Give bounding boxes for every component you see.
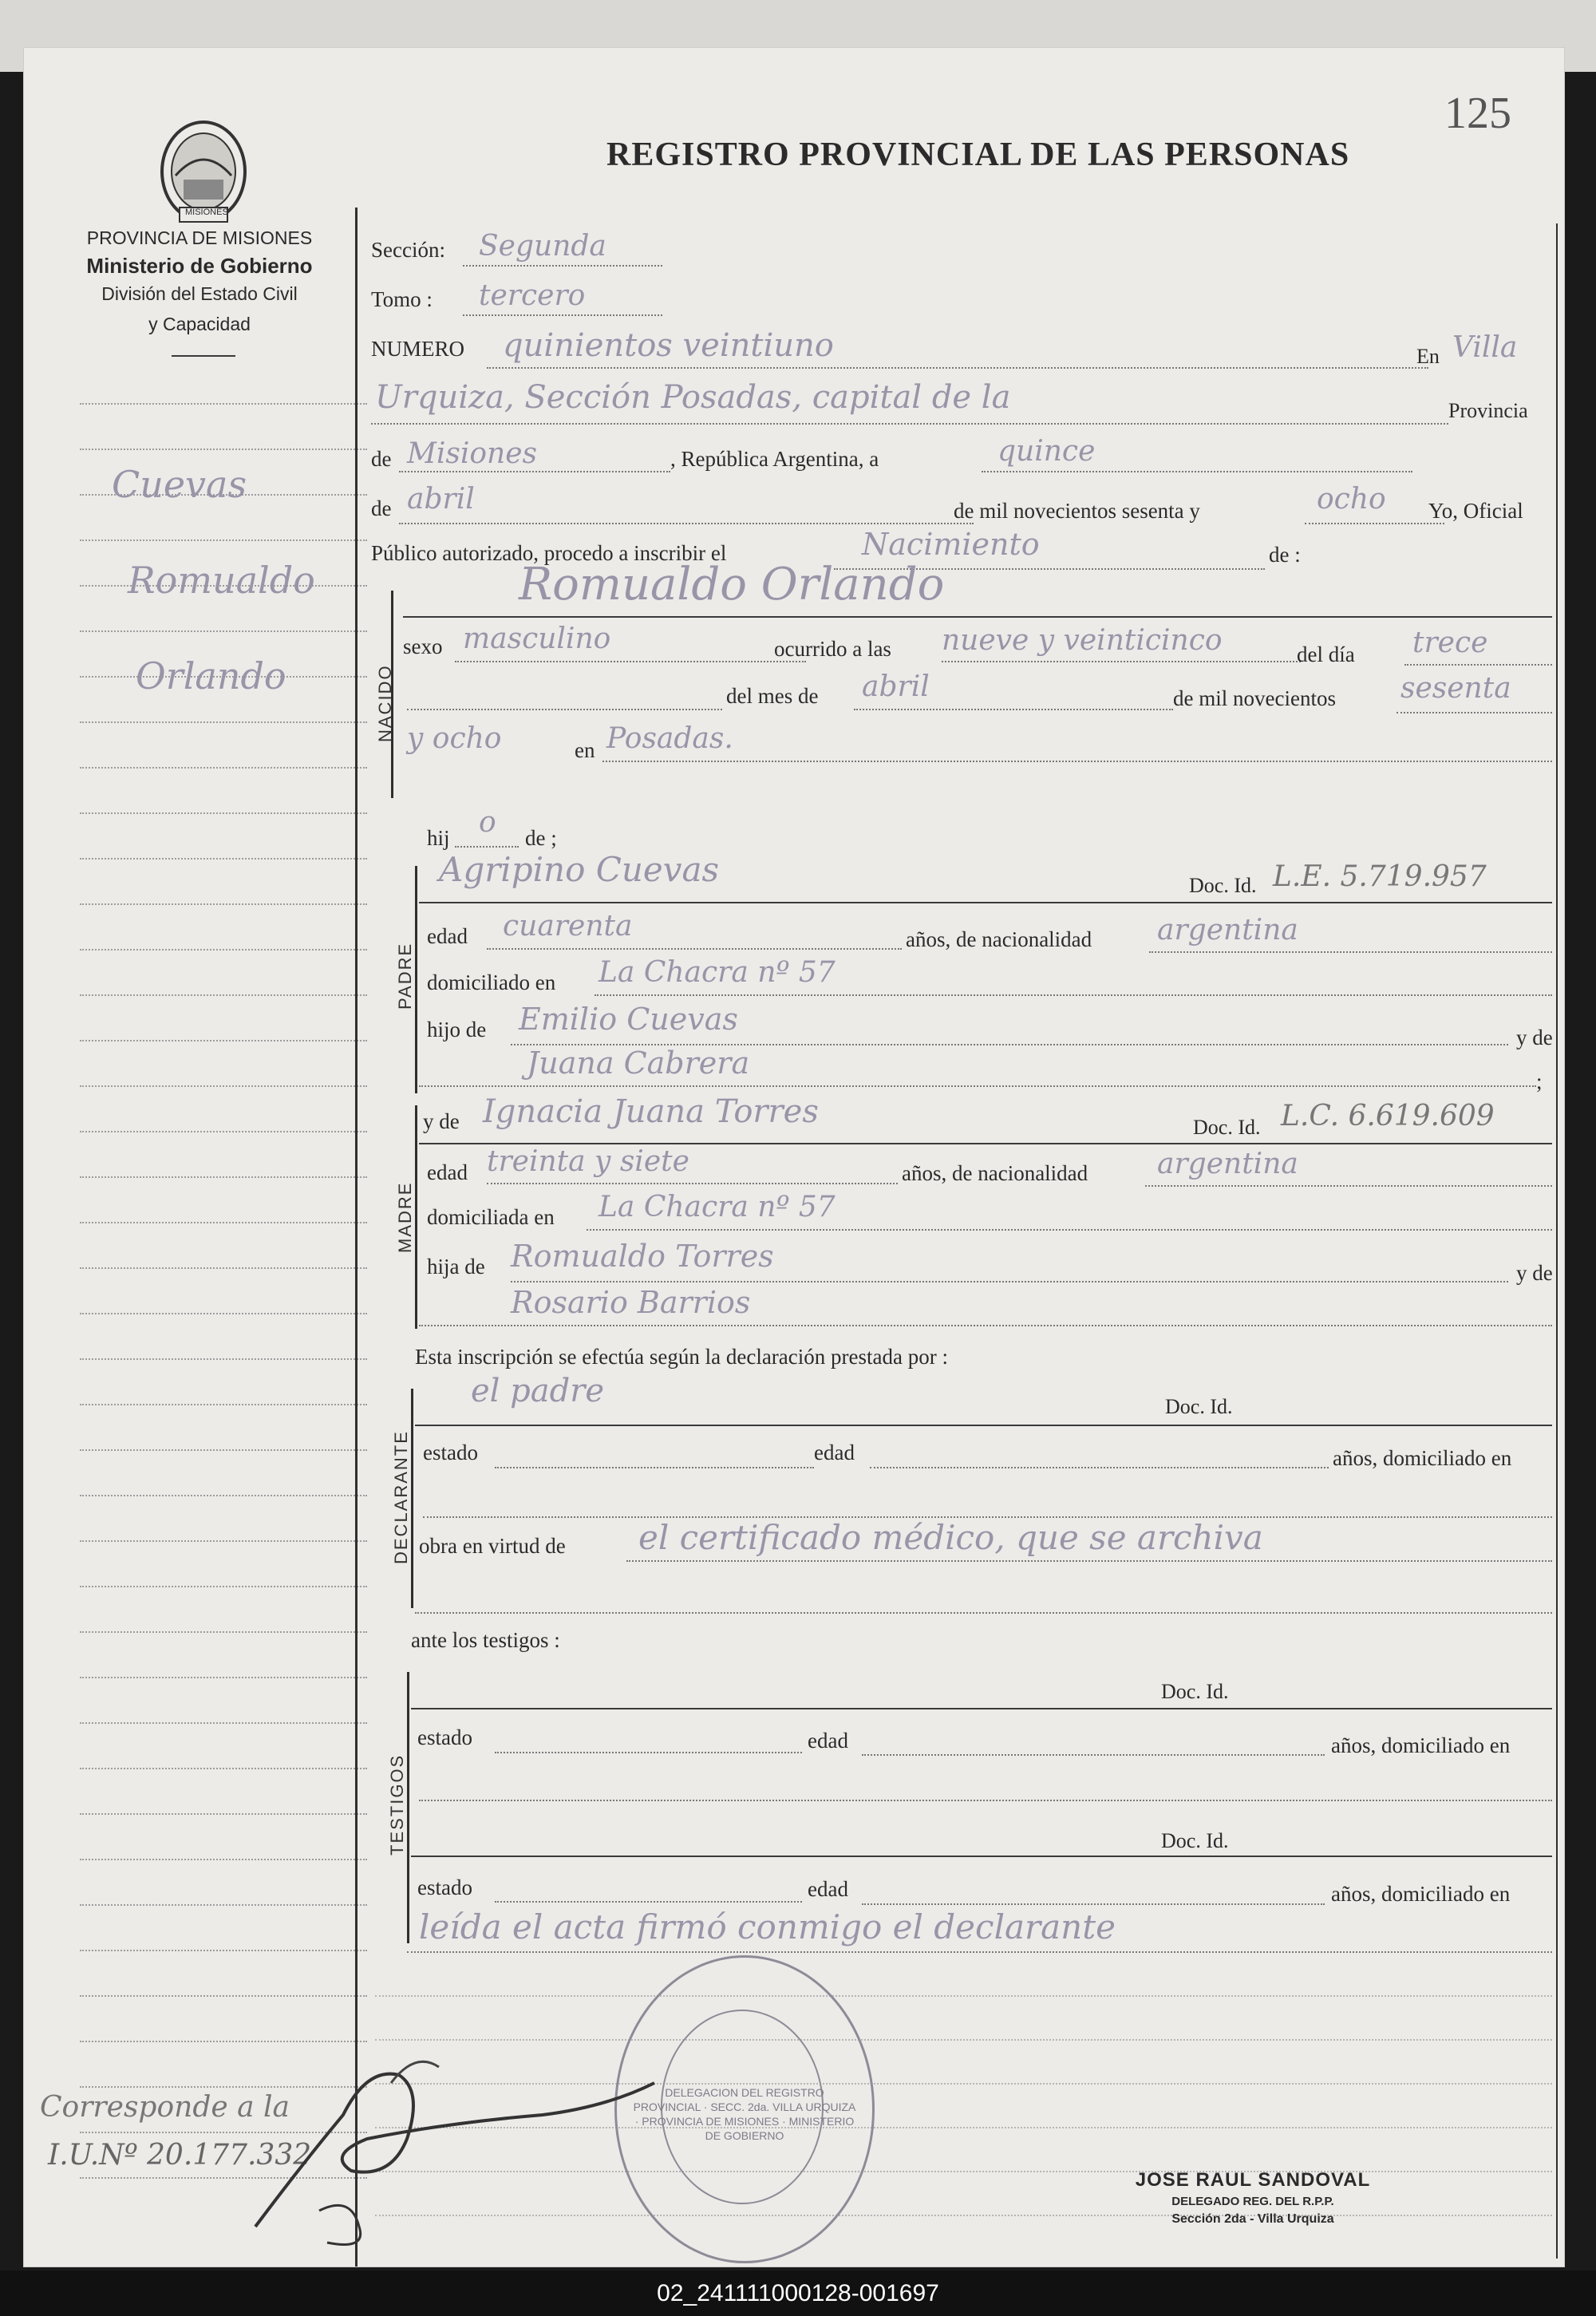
value-seccion: Segunda [479, 230, 606, 263]
line-nombre [403, 616, 1552, 618]
line-lugar [371, 423, 1448, 425]
ledger-line [80, 1768, 367, 1769]
sign-place: Sección 2da - Villa Urquiza [1171, 2212, 1334, 2226]
ledger-line [80, 1222, 367, 1223]
ledger-line [80, 1313, 367, 1314]
label-publico: Público autorizado, procedo a inscribir el [371, 541, 727, 565]
label-obra: obra en virtud de [419, 1534, 566, 1558]
line-madre-dom [587, 1229, 1552, 1231]
line-hora [942, 661, 1301, 662]
value-mes-nac: abril [862, 670, 930, 703]
line-declarante-estado [495, 1467, 814, 1468]
ledger-line [80, 1404, 367, 1405]
value-madre-y-de: Rosario Barrios [511, 1285, 751, 1320]
line-testigo1-dom [419, 1800, 1552, 1801]
label-testigo2-dom: años, domiciliado en [1331, 1882, 1511, 1906]
ledger-line [80, 721, 367, 723]
margin-surname: Cuevas [112, 463, 247, 506]
line-padre-dom [595, 994, 1552, 996]
line-testigo2-edad [862, 1903, 1325, 1905]
document-page [24, 48, 1564, 2267]
ledger-line [80, 1131, 367, 1132]
value-acto: Nacimiento [862, 527, 1040, 562]
line-padre-nac [1149, 951, 1552, 953]
sign-role: DELEGADO REG. DEL R.P.P. [1171, 2195, 1334, 2208]
label-declarante-estado: estado [423, 1441, 478, 1464]
line-dia-nac [1404, 664, 1552, 666]
label-yo-oficial: Yo, Oficial [1428, 499, 1523, 523]
header-capacity: y Capacidad [148, 314, 251, 334]
value-leida: leída el acta firmó conmigo el declarante [419, 1907, 1116, 1946]
value-provincia: Misiones [407, 437, 538, 470]
side-label-declarante: DECLARANTE [391, 1430, 411, 1564]
ledger-line [80, 949, 367, 951]
label-declarante-doc: Doc. Id. [1165, 1395, 1233, 1418]
label-hij: hij [427, 826, 450, 850]
ledger-line [80, 767, 367, 769]
side-label-nacido: NACIDO [375, 664, 395, 742]
value-declarante: el padre [471, 1373, 605, 1409]
label-del-mes: del mes de [726, 684, 819, 708]
label-del-dia: del día [1297, 642, 1355, 666]
ledger-line [80, 812, 367, 814]
ledger-line [80, 449, 367, 450]
registry-stamp-text: DELEGACION DEL REGISTRO PROVINCIAL · SECC. 2da. VILLA URQUIZA · PROVINCIA DE MISIONES · MINISTERIO DE GOBIERNO [633, 2086, 856, 2142]
ledger-line [80, 1540, 367, 1542]
header-divider [172, 355, 235, 357]
caption-text: 02_241111000128-001697 [657, 2280, 939, 2306]
line-dia [982, 471, 1412, 472]
value-padre-dom: La Chacra nº 57 [598, 956, 836, 989]
label-testigo2-edad: edad [808, 1877, 848, 1901]
line-tomo [463, 314, 662, 316]
header-division: División del Estado Civil [101, 283, 298, 304]
ledger-line [80, 1586, 367, 1587]
page-title: REGISTRO PROVINCIAL DE LAS PERSONAS [606, 136, 1350, 173]
label-ante-testigos: ante los testigos : [411, 1628, 560, 1652]
label-ocurrido: ocurrido a las [774, 637, 891, 661]
value-hij-suffix: o [479, 806, 496, 839]
value-lugar: Urquiza, Sección Posadas, capital de la [375, 379, 1011, 416]
label-mil-novecientos: de mil novecientos [1173, 686, 1336, 710]
line-seccion [463, 265, 662, 267]
ledger-line [80, 1040, 367, 1041]
signature-scribble-icon [207, 2019, 750, 2259]
value-nombre: Romualdo Orlando [519, 559, 945, 611]
ledger-line [80, 858, 367, 860]
value-madre-edad: treinta y siete [487, 1145, 689, 1178]
line-lugar-nac [602, 761, 1552, 762]
line-mes-nac [854, 709, 1173, 710]
right-border [1556, 223, 1558, 2259]
ledger-line [80, 1722, 367, 1724]
label-testigo1-doc: Doc. Id. [1161, 1680, 1229, 1703]
label-mil-sesenta: de mil novecientos sesenta y [954, 499, 1200, 523]
label-en2: en [575, 738, 595, 762]
value-madre-hija-de: Romualdo Torres [511, 1239, 774, 1274]
line-anio-nac [1396, 712, 1552, 713]
value-en: Villa [1452, 331, 1518, 364]
page-number: 125 [1444, 89, 1511, 138]
value-hora: nueve y veinticinco [942, 624, 1223, 657]
line-padre-y-de [419, 1085, 1536, 1087]
label-madre-dom: domiciliada en [427, 1205, 555, 1229]
value-anio-nac1: sesenta [1400, 672, 1511, 705]
ledger-line [80, 903, 367, 905]
ledger-line [80, 1176, 367, 1178]
line-testigo1 [411, 1708, 1552, 1709]
value-padre-hijo-de: Emilio Cuevas [519, 1002, 738, 1037]
value-dia-nac: trece [1412, 626, 1488, 659]
value-dia-letras: quince [998, 435, 1096, 468]
line-madre-nac [1145, 1185, 1552, 1187]
line-testigo1-estado [495, 1752, 802, 1753]
line-padre-edad [487, 948, 902, 950]
line-leida [407, 1951, 1552, 1953]
label-madre-nac: años, de nacionalidad [902, 1161, 1088, 1185]
line-provincia [399, 471, 670, 472]
header-ministry: Ministerio de Gobierno [86, 254, 313, 278]
label-testigo1-estado: estado [417, 1725, 472, 1749]
margin-footer-note: Corresponde a la [40, 2091, 290, 2124]
label-esta-inscripcion: Esta inscripción se efectúa según la declaración prestada por : [415, 1345, 948, 1369]
label-tomo: Tomo : [371, 287, 433, 311]
line-mes [399, 523, 974, 524]
line-hij [455, 846, 519, 848]
caption-bar [0, 2271, 1596, 2316]
sign-name: JOSE RAUL SANDOVAL [1135, 2169, 1371, 2191]
ledger-line [80, 1358, 367, 1360]
side-label-testigos: TESTIGOS [387, 1753, 407, 1856]
label-republica: , República Argentina, a [670, 447, 879, 471]
margin-middlename: Orlando [136, 654, 286, 698]
label-de: de [371, 447, 392, 471]
ledger-line [80, 1904, 367, 1906]
label-padre-y-de: y de [1516, 1026, 1553, 1049]
label-semicolon: ; [1536, 1069, 1543, 1093]
label-padre-hijo-de: hijo de [427, 1018, 487, 1041]
line-testigo1-edad [862, 1754, 1325, 1756]
seal-label: MISIONES [185, 207, 228, 217]
ledger-line [80, 1449, 367, 1451]
value-madre-nac: argentina [1157, 1148, 1298, 1180]
line-madre-nombre [419, 1143, 1552, 1144]
line-testigo2-estado [495, 1901, 802, 1903]
line-sexo [455, 661, 806, 662]
ledger-line [80, 1950, 367, 1951]
value-madre-nombre: Ignacia Juana Torres [483, 1093, 819, 1130]
ledger-line [80, 1631, 367, 1633]
label-testigo2-estado: estado [417, 1875, 472, 1899]
label-de-colon: de : [1269, 543, 1301, 567]
value-madre-doc: L.C. 6.619.609 [1281, 1100, 1495, 1132]
label-provincia: Provincia [1448, 399, 1528, 422]
margin-id-number: I.U.Nº 20.177.332 [48, 2139, 312, 2172]
side-label-madre: MADRE [395, 1181, 415, 1253]
value-lugar-nac: Posadas. [606, 722, 733, 755]
label-padre-doc: Doc. Id. [1189, 874, 1257, 897]
line-padre-nombre [419, 902, 1552, 903]
label-testigo1-edad: edad [808, 1729, 848, 1753]
label-declarante-dom: años, domiciliado en [1333, 1446, 1512, 1470]
value-numero: quinientos veintiuno [503, 327, 834, 364]
label-de2: de [371, 496, 392, 520]
value-padre-edad: cuarenta [503, 910, 633, 943]
label-sexo: sexo [403, 634, 443, 658]
label-numero: NUMERO [371, 337, 465, 361]
value-anio-nac2: y ocho [407, 722, 502, 755]
line-testigo2 [411, 1856, 1552, 1857]
ledger-line [80, 1995, 367, 1997]
value-padre-y-de: Juana Cabrera [527, 1045, 750, 1081]
line-declarante [415, 1425, 1552, 1426]
value-tomo: tercero [479, 279, 586, 312]
label-madre-doc: Doc. Id. [1193, 1116, 1261, 1139]
ledger-line [80, 539, 367, 541]
ledger-line [80, 1085, 367, 1087]
line-madre-hija-de [511, 1281, 1508, 1282]
label-seccion: Sección: [371, 238, 445, 262]
line-madre-y-de [419, 1325, 1552, 1326]
margin-firstname: Romualdo [128, 559, 315, 602]
label-madre-y-de2: y de [1516, 1261, 1553, 1285]
label-padre-nac: años, de nacionalidad [906, 927, 1092, 951]
ledger-line [80, 1813, 367, 1815]
line-obra [626, 1560, 1552, 1562]
value-madre-dom: La Chacra nº 57 [598, 1191, 836, 1223]
line-declarante-edad [870, 1467, 1329, 1468]
ledger-line [80, 1859, 367, 1860]
header-province: PROVINCIA DE MISIONES [86, 227, 313, 248]
value-mes: abril [407, 483, 475, 516]
line-madre-edad [487, 1183, 898, 1184]
label-en: En [1416, 345, 1440, 368]
ruled-line [375, 1995, 1552, 1997]
line-blank-nac [407, 709, 722, 710]
value-anio: ocho [1317, 483, 1386, 516]
side-label-padre: PADRE [395, 942, 415, 1010]
column-divider [355, 207, 358, 2267]
value-sexo: masculino [463, 622, 611, 655]
value-padre-nac: argentina [1157, 914, 1298, 947]
ledger-line [80, 1677, 367, 1678]
ledger-line [80, 1267, 367, 1269]
value-padre-nombre: Agripino Cuevas [439, 850, 720, 889]
line-anio [1305, 523, 1444, 524]
ledger-line [80, 994, 367, 996]
label-madre-y-de: y de [423, 1109, 460, 1133]
label-testigo1-dom: años, domiciliado en [1331, 1733, 1511, 1757]
ledger-line [80, 403, 367, 405]
label-padre-dom: domiciliado en [427, 970, 556, 994]
line-numero [487, 367, 1428, 369]
label-madre-edad: edad [427, 1160, 468, 1184]
label-de-semicolon: de ; [525, 826, 557, 850]
ledger-line [80, 1495, 367, 1496]
label-padre-edad: edad [427, 924, 468, 948]
label-declarante-edad: edad [814, 1441, 855, 1464]
value-padre-doc: L.E. 5.719.957 [1273, 860, 1487, 893]
line-obra-2 [415, 1612, 1552, 1614]
value-obra: el certificado médico, que se archiva [638, 1518, 1263, 1557]
label-testigo2-doc: Doc. Id. [1161, 1829, 1229, 1852]
label-madre-hija-de: hija de [427, 1255, 485, 1279]
ledger-line [80, 630, 367, 632]
